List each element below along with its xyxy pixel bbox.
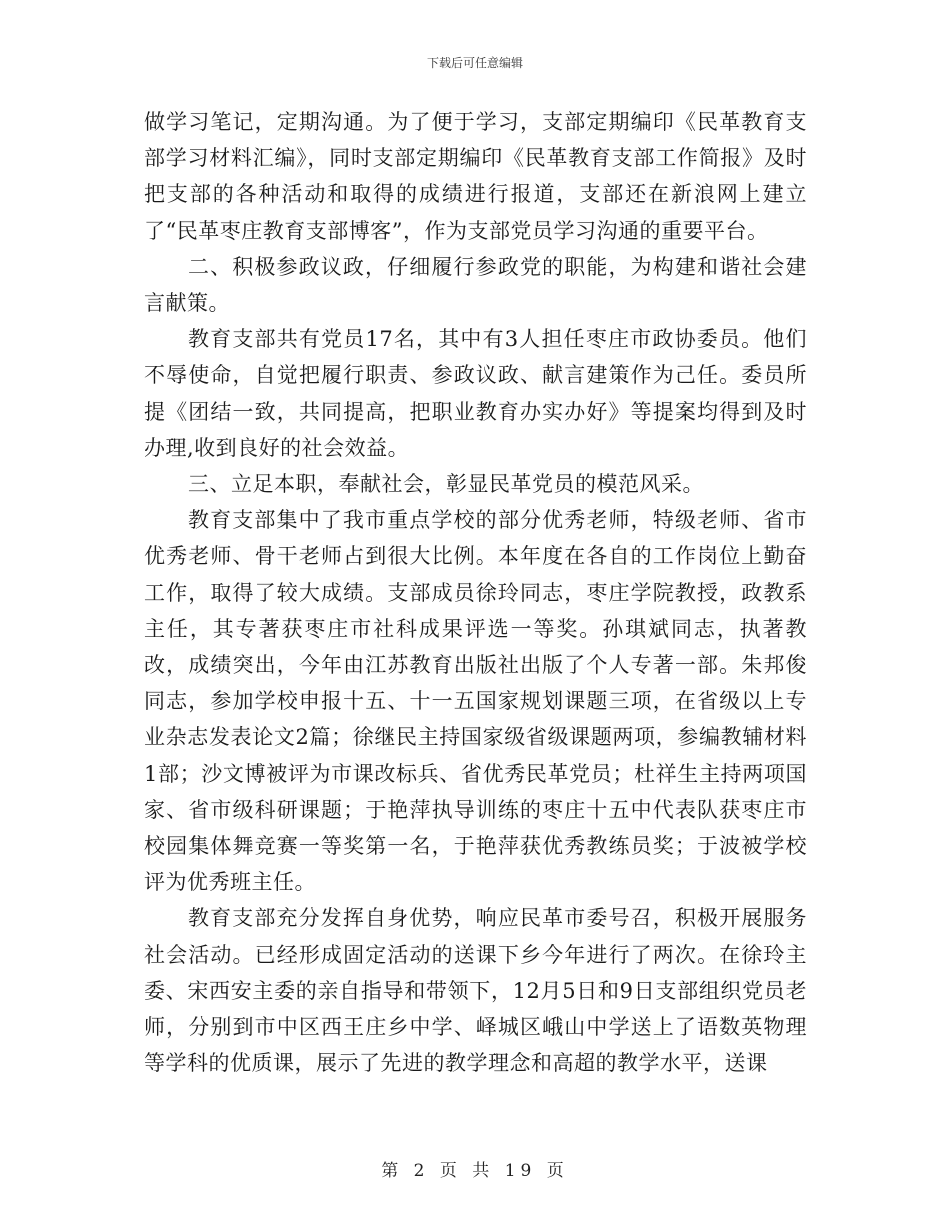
paragraph-achievements: 教育支部集中了我市重点学校的部分优秀老师，特级老师、省市优秀老师、骨干老师占到很大比例。本年度在各自的工作岗位上勤奋工作，取得了较大成绩。支部成员徐玲同志，枣庄学院教授，政教系主任，其专著获枣庄市社科成果评选一等奖。孙琪斌同志，执著教改，成绩突出，今年由江苏教育出版社出版了个人专著一部。朱邦俊同志，参加学校申报十五、十一五国家规划课题三项，在省级以上专业杂志发表论文2篇；徐继民主持国家级省级课题两项，参编教辅材料1部；沙文博被评为市课改标兵、省优秀民革党员；杜祥生主持两项国家、省市级科研课题；于艳萍执导训练的枣庄十五中代表队获枣庄市校园集体舞竞赛一等奖第一名，于艳萍获优秀教练员奖；于波被学校评为优秀班主任。 — [144, 508, 807, 895]
section-heading-3: 三、立足本职，奉献社会，彰显民革党员的模范风采。 — [188, 472, 704, 497]
page-header: 下载后可任意编辑 — [426, 56, 523, 70]
paragraph-continuation: 做学习笔记，定期沟通。为了便于学习，支部定期编印《民革教育支部学习材料汇编》，同时支部定期编印《民革教育支部工作简报》及时把支部的各种活动和取得的成绩进行报道，支部还在新浪网上建立了“民革枣庄教育支部博客”，作为支部党员学习沟通的重要平台。 — [144, 110, 807, 243]
section-heading-2: 二、积极参政议政，仔细履行参政党的职能，为构建和谐社会建言献策。 — [144, 254, 807, 316]
document-body — [144, 104, 807, 1081]
paragraph-members: 教育支部共有党员17名，其中有3人担任枣庄市政协委员。他们不辱使命，自觉把履行职责、参政议政、献言建策作为己任。委员所提《团结一致，共同提高，把职业教育办实办好》等提案均得到及时办理,收到良好的社会效益。 — [144, 327, 807, 460]
page-number: 第 2 页 共 19 页 — [381, 1161, 569, 1181]
paragraph-service: 教育支部充分发挥自身优势，响应民革市委号召，积极开展服务社会活动。已经形成固定活动的送课下乡今年进行了两次。在徐玲主委、宋西安主委的亲自指导和带领下，12月5日和9日支部组织党员老师，分别到市中区西王庄乡中学、峄城区峨山中学送上了语数英物理等学科的优质课，展示了先进的教学理念和高超的教学水平，送课 — [144, 906, 807, 1076]
